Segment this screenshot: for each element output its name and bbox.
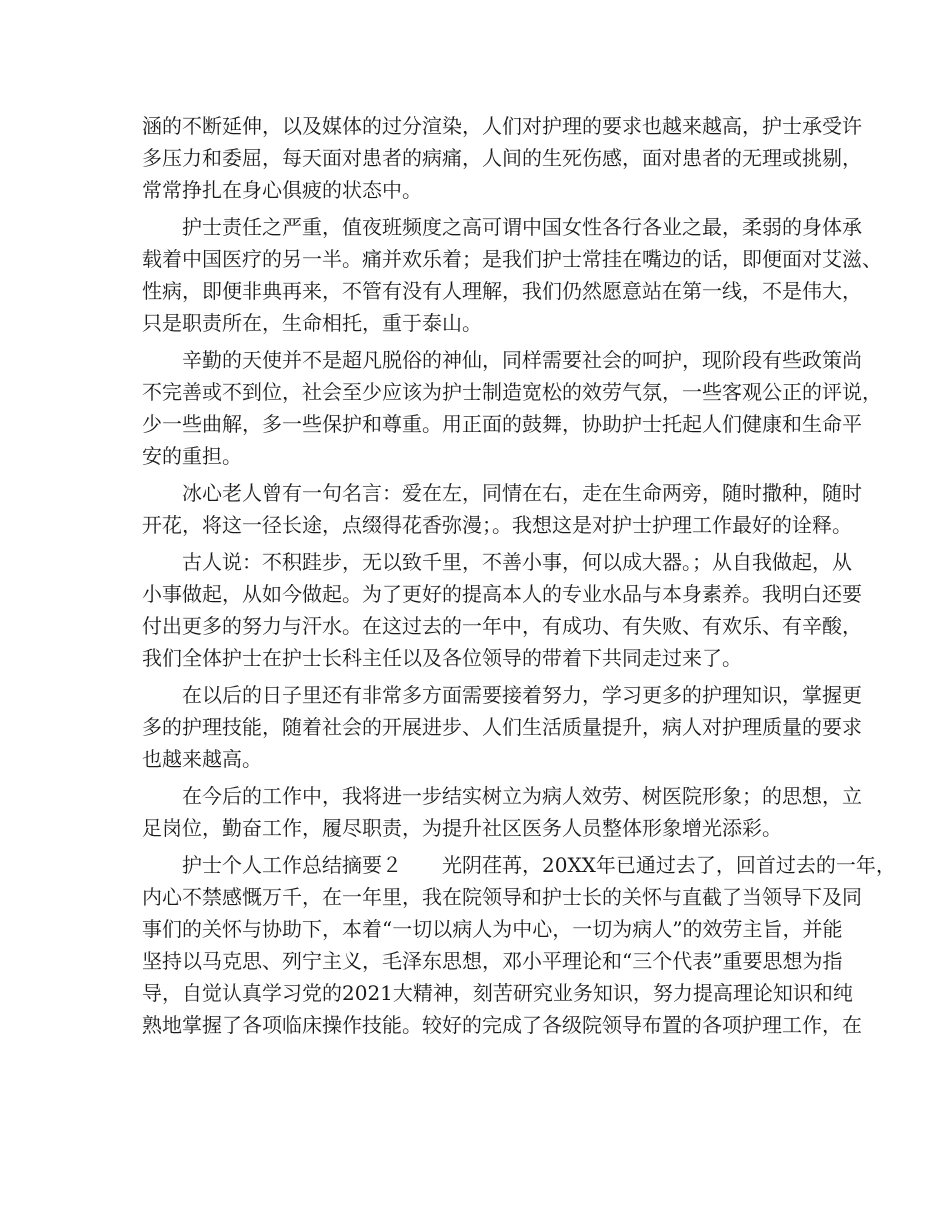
text-line: 熟地掌握了各项临床操作技能。较好的完成了各级院领导布置的各项护理工作，在 <box>142 1013 862 1037</box>
text-line: 载着中国医疗的另一半。痛并欢乐着；是我们护士常挂在嘴边的话，即便面对艾滋、 <box>142 247 882 271</box>
text-line: 涵的不断延伸，以及媒体的过分渲染，人们对护理的要求也越来越高，护士承受许 <box>142 114 862 138</box>
text-line: 在今后的工作中，我将进一步结实树立为病人效劳、树医院形象；的思想，立 <box>142 784 862 808</box>
text-line: 内心不禁感慨万千，在一年里，我在院领导和护士长的关怀与直截了当领导下及同 <box>142 885 862 909</box>
document-body <box>142 110 896 1041</box>
text-line: 在以后的日子里还有非常多方面需要接着努力，学习更多的护理知识，掌握更 <box>142 683 862 707</box>
text-line: 少一些曲解，多一些保护和尊重。用正面的鼓舞，协助护士托起人们健康和生命平 <box>142 412 862 436</box>
text-line: 小事做起，从如今做起。为了更好的提高本人的专业水品与本身素养。我明白还要 <box>142 582 862 606</box>
text-line: 护士责任之严重，值夜班频度之高可谓中国女性各行各业之最，柔弱的身体承 <box>142 215 862 239</box>
text-line: 足岗位，勤奋工作，履尽职责，为提升社区医务人员整体形象增光添彩。 <box>142 816 782 840</box>
text-line: 坚持以马克思、列宁主义，毛泽东思想，邓小平理论和“三个代表”重要思想为指 <box>142 949 843 973</box>
text-line: 事们的关怀与协助下，本着“一切以病人为中心，一切为病人”的效劳主旨，并能 <box>142 917 843 941</box>
text-line: 导，自觉认真学习党的2021大精神，刻苦研究业务知识，努力提高理论知识和纯 <box>142 981 853 1005</box>
text-line: 冰心老人曾有一句名言：爱在左，同情在右，走在生命两旁，随时撒种，随时 <box>142 481 862 505</box>
text-line: 辛勤的天使并不是超凡脱俗的神仙，同样需要社会的呵护，现阶段有些政策尚 <box>142 348 862 372</box>
text-line: 常常挣扎在身心俱疲的状态中。 <box>142 178 422 202</box>
text-line: 也越来越高。 <box>142 747 262 771</box>
text-line: 付出更多的努力与汗水。在这过去的一年中，有成功、有失败、有欢乐、有辛酸， <box>142 614 862 638</box>
text-line: 我们全体护士在护士长科主任以及各位领导的带着下共同走过来了。 <box>142 646 742 670</box>
text-line: 多压力和委屈，每天面对患者的病痛，人间的生死伤感，面对患者的无理或挑剔， <box>142 146 862 170</box>
text-line: 开花，将这一径长途，点缀得花香弥漫；。我想这是对护士护理工作最好的诠释。 <box>142 513 852 537</box>
text-line: 护士个人工作总结摘要２ 光阴荏苒，20XX年已通过去了，回首过去的一年， <box>142 853 896 877</box>
text-line: 多的护理技能，随着社会的开展进步、人们生活质量提升，病人对护理质量的要求 <box>142 715 862 739</box>
text-line: 安的重担。 <box>142 444 242 468</box>
text-line: 只是职责所在，生命相托，重于泰山。 <box>142 311 482 335</box>
text-line: 性病，即便非典再来，不管有没有人理解，我们仍然愿意站在第一线，不是伟大， <box>142 279 862 303</box>
text-line: 不完善或不到位，社会至少应该为护士制造宽松的效劳气氛，一些客观公正的评说， <box>142 380 882 404</box>
text-line: 古人说：不积跬步，无以致千里，不善小事，何以成大器。；从自我做起，从 <box>142 550 852 574</box>
